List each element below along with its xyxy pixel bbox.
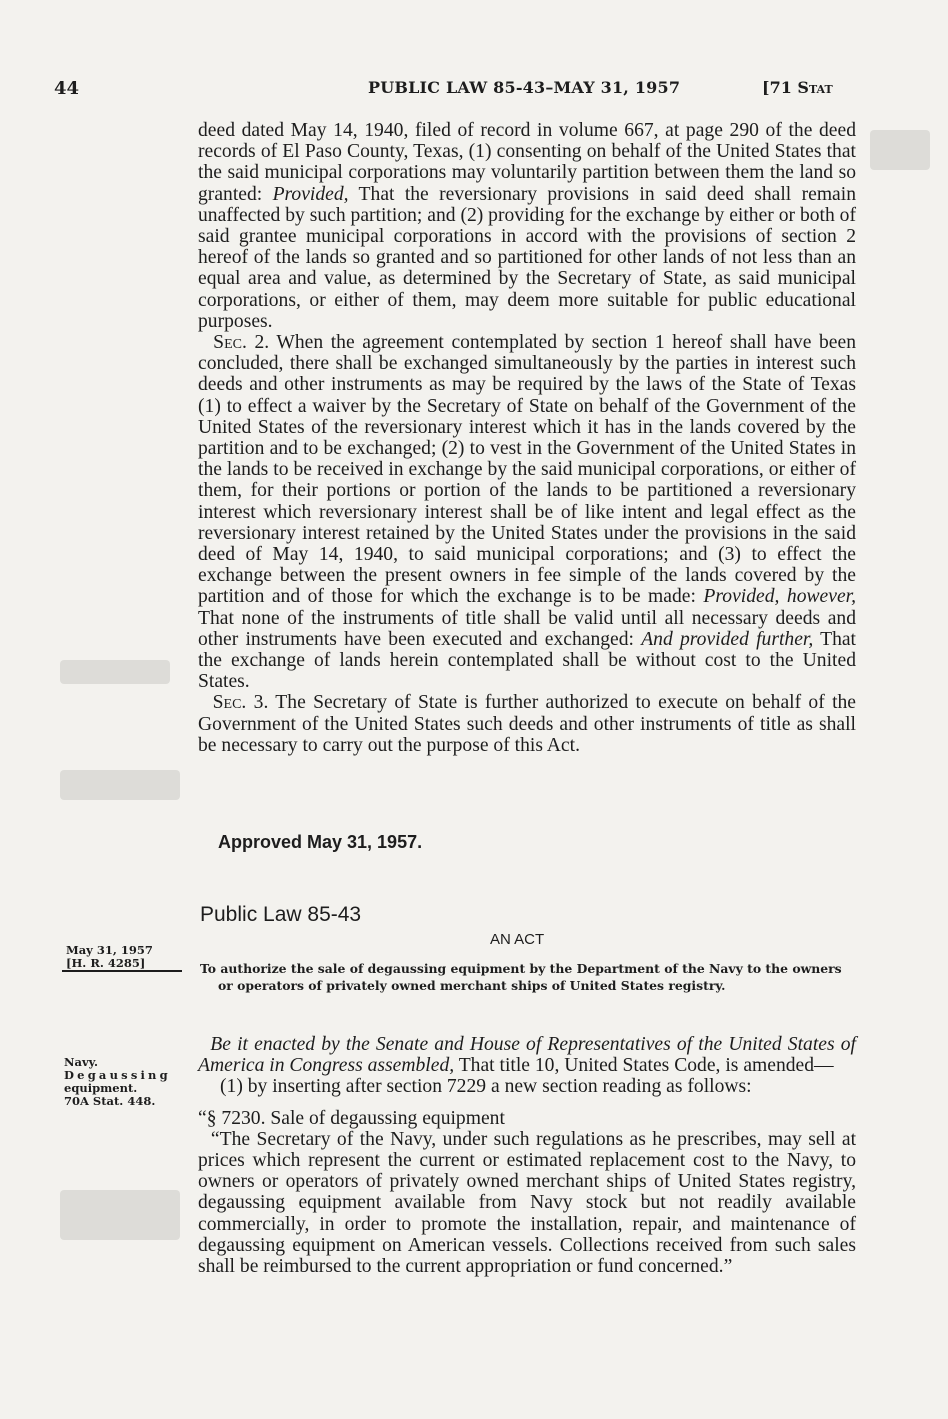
public-law-heading: Public Law 85-43 <box>200 903 362 926</box>
margin-note-navy <box>64 1056 171 1108</box>
page-number: 44 <box>54 78 80 99</box>
an-act-title: AN ACT <box>490 931 545 948</box>
bleed-through-smudge <box>60 660 170 684</box>
statute-volume <box>762 78 833 97</box>
paragraph-deed: deed dated May 14, 1940, filed of record in volume 667, at page 290 of the deed records of El Paso County, Texas, (1) consenting on behalf of the United States that the said municipal corporations may voluntarily partition between them the land so granted: Provided, That the reversionary provisions in said deed shall remain unaffected by such partition; and (2) providing for the exchange by either or both of said grantee municipal corporations in accord with the provisions of section 2 hereof of the lands so granted and so partitioned for other lands of not less than an equal area and value, as determined by the Secretary of State, as said municipal corporations, or either of them, may deem more suitable for public educational purposes. <box>198 120 856 332</box>
statute-label: Stat <box>797 78 833 97</box>
section-7230-text: “The Secretary of the Navy, under such regulations as he prescribes, may sell at prices which represent the current or estimated replacement cost to the Navy, to owners or operators of privately owned merchant ships of United States registry, degaussing equipment available from Navy stock but not readily available commercially, in order to promote the installation, repair, and maintenance of degaussing equipment on American vessels. Collections received from such sales shall be reimbursed to the current appropriation or fund concerned.” <box>198 1128 857 1278</box>
section-7230-title: “§ 7230. Sale of degaussing equipment <box>198 1107 505 1129</box>
statute-bracket: [71 <box>762 78 798 97</box>
section-2-label: Sec. 2. <box>213 332 270 354</box>
running-header-title: PUBLIC LAW 85-43–MAY 31, 1957 <box>368 78 681 97</box>
enactment-date: May 31, 1957 <box>66 943 153 957</box>
section-3: Sec. 3. The Secretary of State is further authorized to execute on behalf of the Government of the United States such deeds and other instruments of title as shall be necessary to carry out the purpose of this Act. <box>198 692 857 756</box>
margin-note-date <box>66 944 153 970</box>
prior-law-text <box>198 120 856 756</box>
degaussing-label: Degaussing <box>64 1068 171 1082</box>
stat-reference: 70A Stat. 448. <box>64 1094 156 1108</box>
approval-line: Approved May 31, 1957. <box>218 832 423 852</box>
clause-1: (1) by inserting after section 7229 a new section reading as follows: <box>220 1076 752 1098</box>
bill-number: [H. R. 4285] <box>66 956 146 970</box>
bleed-through-smudge <box>870 130 930 170</box>
new-law-text <box>198 1034 856 1277</box>
equipment-label: equipment. <box>64 1081 138 1095</box>
section-3-label: Sec. 3. <box>212 692 269 714</box>
act-purpose: To authorize the sale of degaussing equipment by the Department of the Navy to the owners or operators of privately owned merchant ships of United States registry. <box>200 961 842 993</box>
navy-label: Navy. <box>64 1055 99 1069</box>
enacting-clause: Be it enacted by the Senate and House of Representatives of the United States of America in Congress assembled, That title 10, United States Code, is amended— <box>198 1034 856 1077</box>
bleed-through-smudge <box>60 1190 180 1240</box>
section-2: Sec. 2. When the agreement contemplated by section 1 hereof shall have been concluded, there shall be exchanged simultaneously by the parties in interest such deeds and other instruments as may be required by the laws of the State of Texas (1) to effect a waiver by the Secretary of State on behalf of the Government of the United States of the reversionary interest which it has in the lands covered by the partition and to be exchanged; (2) to vest in the Government of the United States in the lands to be received in exchange by the said municipal corporations, or either of them, for their portions or portion of the lands to be partitioned a reversionary interest which reversionary interest shall be of like intent and legal effect as the reversionary interest retained by the United States under the provisions in the said deed of May 14, 1940, to said municipal corporations; and (3) to effect the exchange between the present owners in fee simple of the lands covered by the partition and of those for which the exchange is to be made: Provided, however, That none of the instruments of title shall be valid until all necessary deeds and other instruments have been executed and exchanged: And provided further, That the exchange of lands herein contemplated shall be without cost to the United States. <box>198 332 857 693</box>
margin-rule <box>62 970 182 972</box>
bleed-through-smudge <box>60 770 180 800</box>
